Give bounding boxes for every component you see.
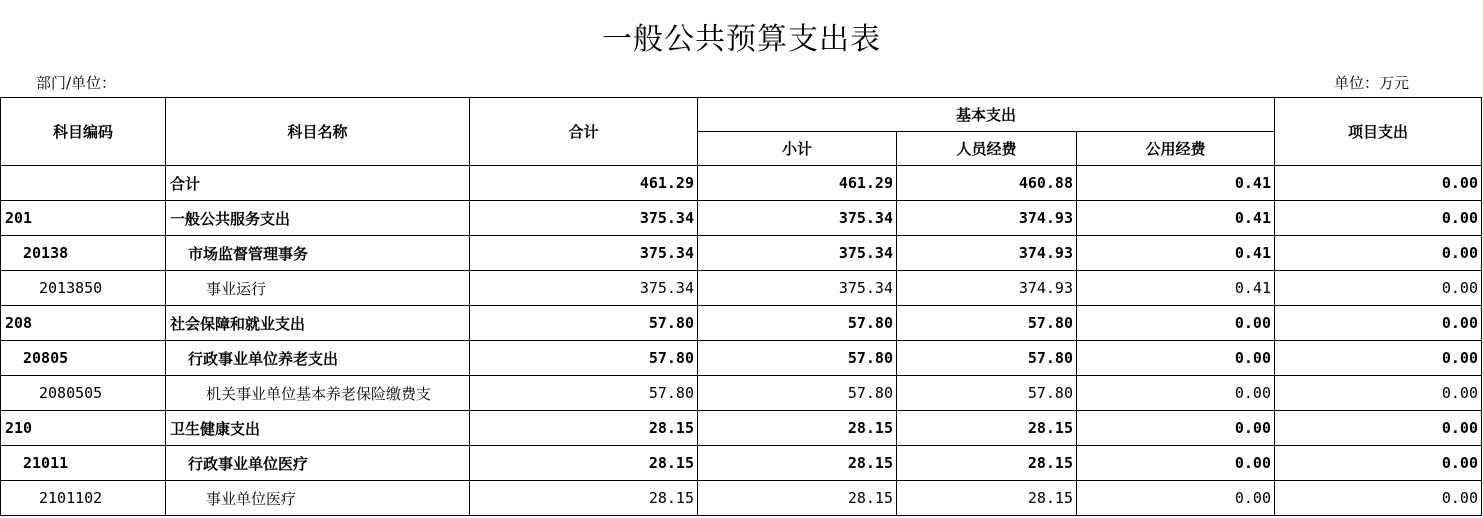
cell-personnel: 28.15: [897, 411, 1077, 446]
cell-public: 0.00: [1077, 341, 1275, 376]
cell-total: 375.34: [470, 236, 698, 271]
table-row: [1, 446, 1482, 481]
cell-public: 0.00: [1077, 376, 1275, 411]
cell-total: 57.80: [470, 341, 698, 376]
unit-label: 单位：万元: [1334, 74, 1410, 92]
budget-table: [0, 97, 1482, 516]
cell-personnel: 57.80: [897, 376, 1077, 411]
cell-personnel: 374.93: [897, 271, 1077, 306]
cell-total: 28.15: [470, 481, 698, 516]
cell-project: 0.00: [1275, 271, 1482, 306]
cell-name: 合计: [166, 166, 470, 201]
cell-project: 0.00: [1275, 306, 1482, 341]
cell-total: 57.80: [470, 306, 698, 341]
cell-project: 0.00: [1275, 236, 1482, 271]
header-project: 项目支出: [1275, 98, 1482, 166]
cell-personnel: 374.93: [897, 236, 1077, 271]
header-name: 科目名称: [166, 98, 470, 166]
cell-name: 市场监督管理事务: [166, 236, 470, 271]
cell-project: 0.00: [1275, 341, 1482, 376]
cell-project: 0.00: [1275, 411, 1482, 446]
cell-code: 20138: [1, 236, 166, 271]
cell-project: 0.00: [1275, 446, 1482, 481]
cell-subtotal: 57.80: [698, 376, 897, 411]
table-row: [1, 341, 1482, 376]
table-row: [1, 306, 1482, 341]
page-title: 一般公共预算支出表: [602, 22, 881, 57]
cell-project: 0.00: [1275, 481, 1482, 516]
cell-code: 2013850: [1, 271, 166, 306]
table-header: [1, 98, 1482, 166]
department-label: 部门/单位：: [36, 74, 117, 92]
cell-public: 0.41: [1077, 166, 1275, 201]
cell-code: 21011: [1, 446, 166, 481]
cell-code: 210: [1, 411, 166, 446]
header-public: 公用经费: [1077, 132, 1275, 166]
cell-name: 卫生健康支出: [166, 411, 470, 446]
cell-personnel: 374.93: [897, 201, 1077, 236]
cell-name: 一般公共服务支出: [166, 201, 470, 236]
cell-project: 0.00: [1275, 166, 1482, 201]
cell-subtotal: 375.34: [698, 201, 897, 236]
cell-subtotal: 375.34: [698, 271, 897, 306]
cell-name: 行政事业单位医疗: [166, 446, 470, 481]
cell-name: 事业运行: [166, 271, 470, 306]
cell-subtotal: 57.80: [698, 306, 897, 341]
cell-total: 461.29: [470, 166, 698, 201]
cell-subtotal: 375.34: [698, 236, 897, 271]
cell-public: 0.41: [1077, 271, 1275, 306]
cell-public: 0.41: [1077, 236, 1275, 271]
cell-code: 208: [1, 306, 166, 341]
cell-subtotal: 461.29: [698, 166, 897, 201]
cell-public: 0.00: [1077, 481, 1275, 516]
cell-name: 社会保障和就业支出: [166, 306, 470, 341]
header-total: 合计: [470, 98, 698, 166]
cell-subtotal: 28.15: [698, 481, 897, 516]
cell-public: 0.00: [1077, 446, 1275, 481]
cell-subtotal: 28.15: [698, 411, 897, 446]
cell-code: 2101102: [1, 481, 166, 516]
cell-code: 201: [1, 201, 166, 236]
cell-name: 机关事业单位基本养老保险缴费支: [166, 376, 470, 411]
cell-total: 375.34: [470, 271, 698, 306]
header-basic: 基本支出: [698, 98, 1275, 132]
cell-personnel: 28.15: [897, 481, 1077, 516]
header-personnel: 人员经费: [897, 132, 1077, 166]
cell-code: 2080505: [1, 376, 166, 411]
header-code: 科目编码: [1, 98, 166, 166]
cell-subtotal: 57.80: [698, 341, 897, 376]
cell-total: 28.15: [470, 411, 698, 446]
table-row: [1, 271, 1482, 306]
cell-subtotal: 28.15: [698, 446, 897, 481]
table-body: [1, 166, 1482, 516]
header-subtotal: 小计: [698, 132, 897, 166]
table-row: [1, 201, 1482, 236]
cell-personnel: 28.15: [897, 446, 1077, 481]
table-row: [1, 236, 1482, 271]
cell-code: 20805: [1, 341, 166, 376]
cell-project: 0.00: [1275, 376, 1482, 411]
table-row: [1, 166, 1482, 201]
table-row: [1, 376, 1482, 411]
cell-public: 0.00: [1077, 306, 1275, 341]
table-row: [1, 481, 1482, 516]
cell-personnel: 57.80: [897, 341, 1077, 376]
cell-personnel: 460.88: [897, 166, 1077, 201]
cell-total: 57.80: [470, 376, 698, 411]
cell-public: 0.41: [1077, 201, 1275, 236]
table-row: [1, 411, 1482, 446]
cell-total: 375.34: [470, 201, 698, 236]
cell-personnel: 57.80: [897, 306, 1077, 341]
cell-total: 28.15: [470, 446, 698, 481]
cell-public: 0.00: [1077, 411, 1275, 446]
cell-code: [1, 166, 166, 201]
cell-project: 0.00: [1275, 201, 1482, 236]
cell-name: 行政事业单位养老支出: [166, 341, 470, 376]
cell-name: 事业单位医疗: [166, 481, 470, 516]
